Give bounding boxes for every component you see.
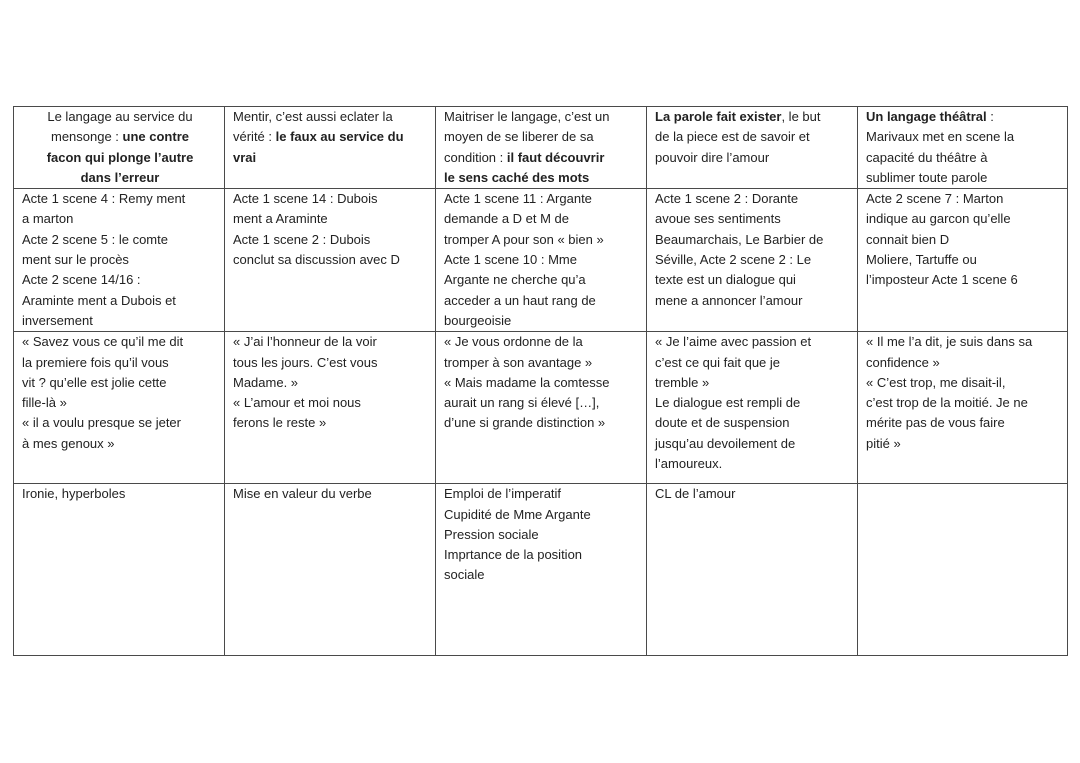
header-line <box>444 127 640 147</box>
text: Le langage au service du <box>47 109 193 124</box>
header-line <box>655 127 851 147</box>
cell-line: tous les jours. C’est vous <box>233 354 378 370</box>
cell-line: Cupidité de Mme Argante <box>444 506 591 522</box>
quotes-cell-3 <box>436 332 647 484</box>
cell-line: Imprtance de la position <box>444 547 583 563</box>
cell-line: « Il me l’a dit, je suis dans sa <box>866 334 1033 350</box>
cell-line: connait bien D <box>866 231 950 247</box>
cell-line: c’est ce qui fait que je <box>655 354 781 370</box>
header-row <box>14 107 1068 189</box>
quotes-cell-1 <box>14 332 225 484</box>
scenes-cell-3 <box>436 189 647 332</box>
cell-line: CL de l’amour <box>655 486 736 502</box>
cell-line: acceder a un haut rang de <box>444 292 596 308</box>
cell-line: l’imposteur Acte 1 scene 6 <box>866 272 1018 288</box>
cell-line: c’est trop de la moitié. Je ne <box>866 395 1028 411</box>
quotes-cell-2 <box>225 332 436 484</box>
scenes-cell-4 <box>647 189 858 332</box>
cell-line: Acte 2 scene 5 : le comte <box>22 231 168 247</box>
text: Maitriser le langage, c’est un <box>444 109 610 124</box>
cell-line: « il a voulu presque se jeter <box>22 415 181 431</box>
text: Marivaux met en scene la <box>866 129 1015 145</box>
bold-text: Un langage théâtral <box>866 109 987 124</box>
cell-line: fille-là » <box>22 395 67 411</box>
bold-text: une contre <box>122 129 189 145</box>
header-line <box>22 168 218 188</box>
quotes-row <box>14 332 1068 484</box>
header-cell-3 <box>436 107 647 189</box>
text: condition : <box>444 149 507 165</box>
text: mensonge : <box>50 129 123 145</box>
text: vérité : <box>233 129 276 145</box>
cell-line: Acte 1 scene 2 : Dorante <box>655 191 799 207</box>
cell-line: tromper A pour son « bien » <box>444 231 604 247</box>
devices-row <box>14 484 1068 656</box>
scenes-cell-2 <box>225 189 436 332</box>
cell-line: la premiere fois qu’il vous <box>22 354 169 370</box>
cell-line: d’une si grande distinction » <box>444 415 606 431</box>
cell-line: Araminte ment a Dubois et <box>22 292 176 308</box>
header-line <box>866 127 1061 147</box>
cell-line: ferons le reste » <box>233 415 327 431</box>
header-line <box>22 107 218 127</box>
cell-line: a marton <box>22 211 74 227</box>
header-cell-5 <box>858 107 1068 189</box>
header-line <box>444 168 640 188</box>
cell-line: tromper à son avantage » <box>444 354 593 370</box>
text: sublimer toute parole <box>866 169 988 185</box>
bold-text: il faut découvrir <box>506 149 605 165</box>
scenes-cell-5 <box>858 189 1068 332</box>
cell-line: Emploi de l’imperatif <box>444 486 562 502</box>
devices-cell-3 <box>436 484 647 656</box>
bold-text: dans l’erreur <box>80 169 160 185</box>
quotes-cell-5 <box>858 332 1068 484</box>
header-line <box>655 148 851 168</box>
quotes-cell-4 <box>647 332 858 484</box>
header-cell-1 <box>14 107 225 189</box>
text: capacité du théâtre à <box>866 149 988 165</box>
bold-text: le sens caché des mots <box>444 169 590 185</box>
devices-cell-1 <box>14 484 225 656</box>
cell-line: texte est un dialogue qui <box>655 272 796 288</box>
bold-text: La parole fait exister <box>655 109 782 124</box>
bold-text: le faux au service du <box>275 129 404 145</box>
header-line <box>444 107 640 127</box>
cell-line: ment a Araminte <box>233 211 328 227</box>
cell-line: mene a annoncer l’amour <box>655 292 803 308</box>
header-line <box>22 127 218 147</box>
cell-line: ment sur le procès <box>22 252 129 268</box>
cell-line: Madame. » <box>233 374 299 390</box>
cell-line: Beaumarchais, Le Barbier de <box>655 231 824 247</box>
cell-line: Le dialogue est rempli de <box>655 395 801 411</box>
cell-line: « Mais madame la comtesse <box>444 374 610 390</box>
text: , le but <box>781 109 821 124</box>
cell-line: Acte 1 scene 10 : Mme <box>444 252 577 268</box>
cell-line: inversement <box>22 312 93 328</box>
cell-line: « L’amour et moi nous <box>233 395 361 411</box>
cell-line: « C’est trop, me disait-il, <box>866 374 1006 390</box>
header-line <box>233 148 429 168</box>
cell-line: jusqu’au devoilement de <box>655 435 796 451</box>
cell-line: pitié » <box>866 435 901 451</box>
header-line <box>866 148 1061 168</box>
header-line <box>655 107 851 127</box>
cell-line: Acte 1 scene 14 : Dubois <box>233 191 378 207</box>
cell-line: tremble » <box>655 374 710 390</box>
cell-line: vit ? qu’elle est jolie cette <box>22 374 167 390</box>
cell-line: indique au garcon qu’elle <box>866 211 1011 227</box>
analysis-table <box>13 106 1068 656</box>
cell-line: Acte 2 scene 14/16 : <box>22 272 141 288</box>
cell-line: aurait un rang si élevé […], <box>444 395 600 411</box>
cell-line: Mise en valeur du verbe <box>233 486 372 502</box>
text: de la piece est de savoir et <box>655 129 810 145</box>
cell-line: Moliere, Tartuffe ou <box>866 252 977 268</box>
header-cell-2 <box>225 107 436 189</box>
scenes-cell-1 <box>14 189 225 332</box>
header-line <box>444 148 640 168</box>
cell-line: Acte 1 scene 11 : Argante <box>444 191 592 207</box>
devices-cell-4 <box>647 484 858 656</box>
text: : <box>986 109 994 124</box>
bold-text: facon qui plonge l’autre <box>46 149 194 165</box>
cell-line: Ironie, hyperboles <box>22 486 126 502</box>
cell-line: Argante ne cherche qu’a <box>444 272 586 288</box>
header-line <box>22 148 218 168</box>
scenes-row <box>14 189 1068 332</box>
text: pouvoir dire l’amour <box>655 149 770 165</box>
cell-line: l’amoureux. <box>655 456 723 472</box>
cell-line: à mes genoux » <box>22 435 115 451</box>
cell-line: « Savez vous ce qu’il me dit <box>22 334 184 350</box>
cell-line: « Je vous ordonne de la <box>444 334 583 350</box>
cell-line: doute et de suspension <box>655 415 790 431</box>
header-line <box>866 168 1061 188</box>
cell-line: Acte 1 scene 2 : Dubois <box>233 231 371 247</box>
cell-line: sociale <box>444 567 485 583</box>
devices-cell-5 <box>858 484 1068 656</box>
cell-line: « J’ai l’honneur de la voir <box>233 334 377 350</box>
cell-line: mérite pas de vous faire <box>866 415 1005 431</box>
header-line <box>866 107 1061 127</box>
cell-line: Séville, Acte 2 scene 2 : Le <box>655 252 812 268</box>
cell-line: confidence » <box>866 354 940 370</box>
header-cell-4 <box>647 107 858 189</box>
cell-line: Acte 1 scene 4 : Remy ment <box>22 191 186 207</box>
devices-cell-2 <box>225 484 436 656</box>
text: Mentir, c’est aussi eclater la <box>233 109 393 124</box>
cell-line: Pression sociale <box>444 526 539 542</box>
cell-line: demande a D et M de <box>444 211 570 227</box>
cell-line: Acte 2 scene 7 : Marton <box>866 191 1004 207</box>
cell-line: avoue ses sentiments <box>655 211 781 227</box>
header-line <box>233 107 429 127</box>
header-line <box>233 127 429 147</box>
cell-line: bourgeoisie <box>444 312 512 328</box>
bold-text: vrai <box>233 149 257 165</box>
cell-line: conclut sa discussion avec D <box>233 252 400 268</box>
cell-line: « Je l’aime avec passion et <box>655 334 812 350</box>
text: moyen de se liberer de sa <box>444 129 594 145</box>
